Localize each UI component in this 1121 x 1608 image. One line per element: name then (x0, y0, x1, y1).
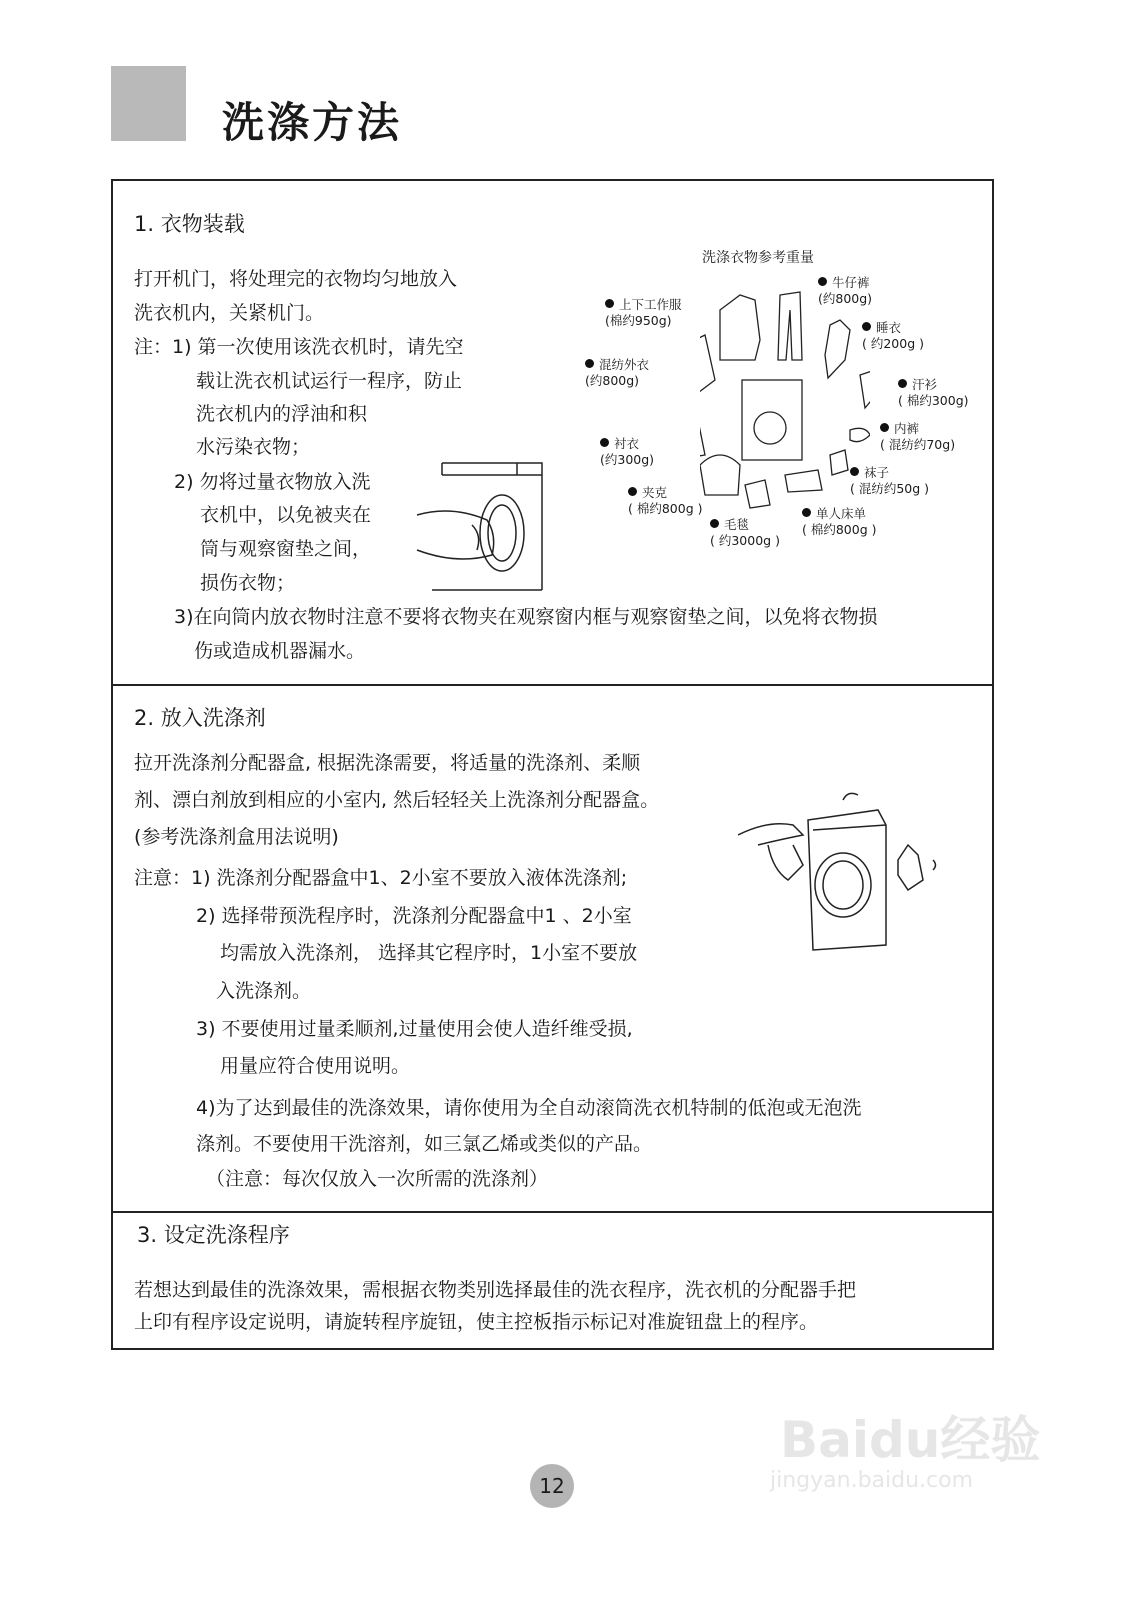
item-jacket: 夹克 ( 棉约800g ) (628, 485, 703, 516)
page-title: 洗涤方法 (222, 98, 403, 147)
s2-line: 均需放入洗涤剂， 选择其它程序时，1小室不要放 (220, 942, 638, 964)
s1-line: 注：1) 第一次使用该洗衣机时，请先空 (134, 336, 464, 358)
s2-line: 2) 选择带预洗程序时，洗涤剂分配器盒中1 、2小室 (196, 905, 632, 927)
s1-line: 筒与观察窗垫之间， (200, 538, 372, 560)
bullet-icon (605, 299, 614, 308)
s2-line: 注意：1) 洗涤剂分配器盒中1、2小室不要放入液体洗涤剂; (134, 867, 628, 889)
section-divider (111, 684, 992, 686)
s3-line: 上印有程序设定说明，请旋转程序旋钮，使主控板指示标记对准旋钮盘上的程序。 (134, 1311, 819, 1333)
s2-line: 剂、漂白剂放到相应的小室内, 然后轻轻关上洗涤剂分配器盒。 (134, 789, 660, 811)
bullet-icon (818, 277, 827, 286)
s2-line: 入洗涤剂。 (216, 980, 312, 1002)
item-jeans: 牛仔裤 (约800g) (818, 275, 873, 306)
bullet-icon (862, 322, 871, 331)
s1-line: 伤或造成机器漏水。 (194, 640, 366, 662)
item-workwear: 上下工作服 (棉约950g) (605, 297, 682, 328)
loading-illustration (412, 455, 552, 595)
s1-line: 水污染衣物； (196, 436, 311, 458)
item-socks: 袜子 ( 混纺约50g ) (850, 465, 930, 496)
bullet-icon (898, 379, 907, 388)
s2-line: 涤剂。不要使用干洗溶剂，如三氯乙烯或类似的产品。 (196, 1133, 653, 1155)
s1-line: 损伤衣物； (200, 572, 296, 594)
section-2-heading: 2. 放入洗涤剂 (134, 706, 266, 730)
bullet-icon (850, 467, 859, 476)
s1-line: 载让洗衣机试运行一程序，防止 (196, 370, 463, 392)
section-1-heading: 1. 衣物装载 (134, 212, 245, 236)
s2-line: (参考洗涤剂盒用法说明) (134, 826, 339, 848)
item-blanket: 毛毯 ( 约3000g ) (710, 517, 780, 548)
s1-line: 打开机门，将处理完的衣物均匀地放入 (134, 268, 458, 290)
s1-line: 洗衣机内的浮油和积 (196, 403, 368, 425)
s2-line: 拉开洗涤剂分配器盒, 根据洗涤需要，将适量的洗涤剂、柔顺 (134, 752, 641, 774)
item-underwear: 内裤 ( 混纺约70g) (880, 421, 956, 452)
watermark-url: jingyan.baidu.com (770, 1468, 974, 1493)
page-number: 12 (530, 1464, 574, 1508)
bullet-icon (585, 359, 594, 368)
item-tshirt: 汗衫 ( 棉约300g) (898, 377, 969, 408)
s1-line: 2) 勿将过量衣物放入洗 (174, 471, 371, 493)
watermark-logo: Baidu经验 (780, 1411, 1041, 1469)
s1-line: 衣机中，以免被夹在 (200, 504, 372, 526)
weight-chart-title: 洗涤衣物参考重量 (702, 250, 814, 266)
item-pajamas: 睡衣 ( 约200g ) (862, 320, 924, 351)
s3-line: 若想达到最佳的洗涤效果，需根据衣物类别选择最佳的洗衣程序，洗衣机的分配器手把 (134, 1279, 857, 1301)
bullet-icon (628, 487, 637, 496)
bullet-icon (880, 423, 889, 432)
bullet-icon (802, 508, 811, 517)
title-marker (111, 66, 186, 141)
item-bedsheet: 单人床单 ( 棉约800g ) (802, 506, 877, 537)
s2-line: 用量应符合使用说明。 (220, 1055, 411, 1077)
detergent-illustration (738, 785, 953, 955)
bullet-icon (710, 519, 719, 528)
s2-line: 4)为了达到最佳的洗涤效果，请你使用为全自动滚筒洗衣机特制的低泡或无泡洗 (196, 1097, 862, 1119)
item-shirt: 衬衣 (约300g) (600, 436, 655, 467)
s2-line: 3) 不要使用过量柔顺剂,过量使用会使人造纤维受损, (196, 1018, 633, 1040)
s2-line: （注意：每次仅放入一次所需的洗涤剂） (206, 1168, 549, 1190)
item-coat: 混纺外衣 (约800g) (585, 357, 650, 388)
section-divider (111, 1211, 992, 1213)
s1-line: 3)在向筒内放衣物时注意不要将衣物夹在观察窗内框与观察窗垫之间，以免将衣物损 (174, 606, 878, 628)
section-3-heading: 3. 设定洗涤程序 (137, 1223, 290, 1247)
s1-line: 洗衣机内，关紧机门。 (134, 302, 325, 324)
bullet-icon (600, 438, 609, 447)
